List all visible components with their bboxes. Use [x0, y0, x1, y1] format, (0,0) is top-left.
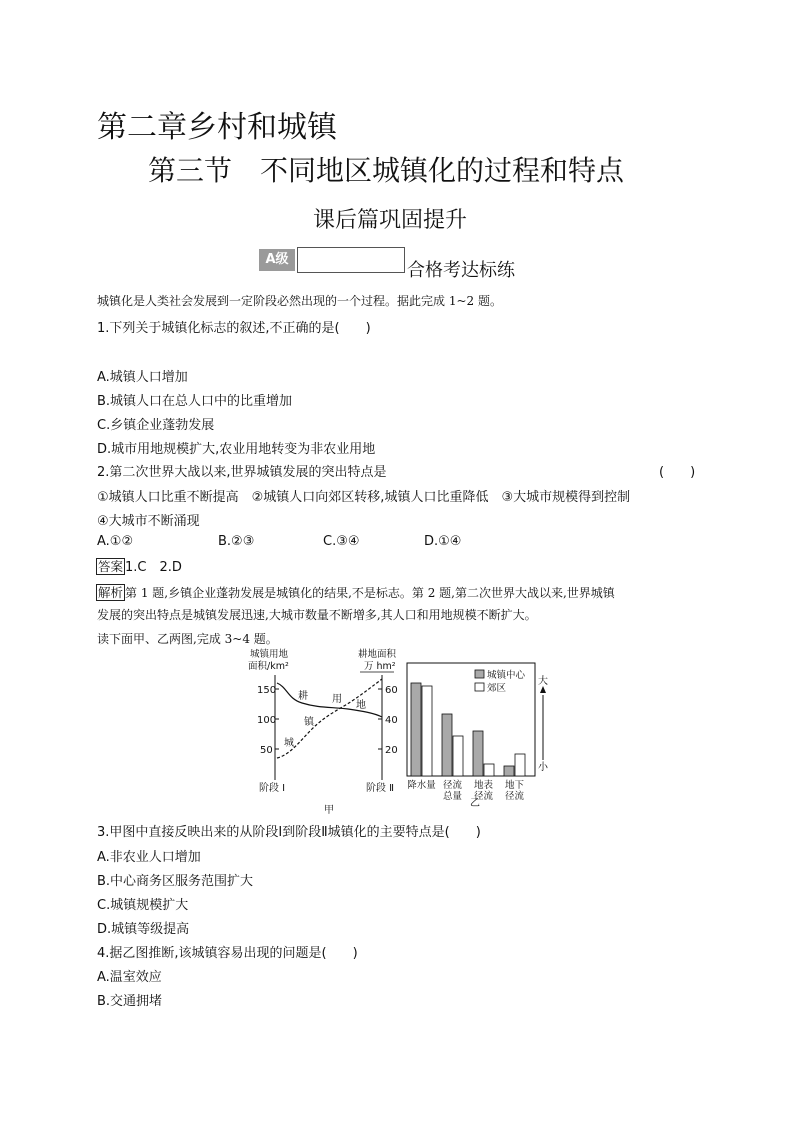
- yi-bar-suburb: [453, 736, 463, 776]
- q2-option-d: D.①④: [424, 534, 462, 549]
- q4-option-b: B.交通拥堵: [97, 994, 163, 1009]
- analysis-text-1: 第 1 题,乡镇企业蓬勃发展是城镇化的结果,不是标志。第 2 题,第二次世界大战以来,世界城镇: [125, 586, 615, 600]
- yi-bar-center: [504, 766, 514, 776]
- q3-option-b: B.中心商务区服务范围扩大: [97, 874, 254, 889]
- jia-right-title-2: 万 hm²: [364, 661, 396, 672]
- q1-option-d: D.城市用地规模扩大,农业用地转变为非农业用地: [97, 442, 376, 457]
- yi-category-label: 总量: [442, 791, 463, 802]
- q4-stem: 4.据乙图推断,该城镇容易出现的问题是( ): [97, 946, 358, 961]
- q1-option-b: B.城镇人口在总人口中的比重增加: [97, 394, 293, 409]
- q2-stem: 2.第二次世界大战以来,世界城镇发展的突出特点是: [97, 465, 387, 480]
- yi-category-label: 径流: [473, 791, 494, 802]
- yi-bar-center: [473, 731, 483, 776]
- q3-stem: 3.甲图中直接反映出来的从阶段Ⅰ到阶段Ⅱ城镇化的主要特点是( ): [97, 825, 481, 840]
- yi-scale-arrowhead: [540, 686, 546, 693]
- yi-caption: 乙: [470, 798, 480, 809]
- yi-category-label: 地下: [504, 780, 525, 791]
- intro-2: 读下面甲、乙两图,完成 3~4 题。: [97, 632, 278, 646]
- jia-farm-label: 地: [356, 700, 366, 711]
- yi-bar-suburb: [422, 686, 432, 776]
- yi-legend-swatch-center: [475, 670, 484, 678]
- figure-yi: [405, 660, 555, 810]
- jia-town-label: 城: [284, 738, 294, 749]
- answer-line: [96, 556, 182, 575]
- q2-paren: ( ): [659, 465, 696, 480]
- jia-caption: 甲: [324, 805, 334, 816]
- level-label: 合格考达标练: [407, 260, 515, 281]
- jia-x-label-2: 阶段 Ⅱ: [366, 783, 395, 794]
- q2-statements-2: ④大城市不断涌现: [97, 514, 200, 529]
- analysis-tag: 解析: [98, 585, 124, 600]
- q2-option-a: A.①②: [97, 534, 134, 549]
- q1-option-c: C.乡镇企业蓬勃发展: [97, 418, 215, 433]
- level-blank-box: [297, 247, 405, 273]
- jia-left-tick-label: 150: [257, 685, 277, 696]
- yi-legend-swatch-suburb: [475, 683, 484, 691]
- yi-bars: [411, 683, 525, 776]
- jia-left-title-1: 城镇用地: [250, 649, 289, 660]
- yi-bar-center: [442, 714, 452, 776]
- yi-category-labels: [407, 779, 524, 802]
- yi-bar-suburb: [484, 764, 494, 776]
- q1-option-a: A.城镇人口增加: [97, 370, 188, 385]
- yi-category-label: 地表: [473, 780, 494, 791]
- q3-option-d: D.城镇等级提高: [97, 922, 190, 937]
- jia-x-label-1: 阶段 Ⅰ: [259, 783, 286, 794]
- jia-right-tick-label: 40: [385, 715, 398, 726]
- q2-statements-1: ①城镇人口比重不断提高 ②城镇人口向郊区转移,城镇人口比重降低 ③大城市规模得到控制: [97, 490, 631, 505]
- yi-scale-top: 大: [538, 676, 548, 687]
- q4-option-a: A.温室效应: [97, 970, 162, 985]
- yi-category-label: 径流: [442, 780, 463, 791]
- figure-jia: [240, 645, 410, 820]
- jia-town-label: 镇: [304, 717, 314, 728]
- q2-option-c: C.③④: [323, 534, 360, 549]
- yi-bar-suburb: [515, 754, 525, 776]
- subtitle: 课后篇巩固提升: [313, 208, 468, 233]
- jia-farmland-curve: [277, 683, 382, 717]
- jia-right-tick-label: 20: [385, 745, 398, 756]
- jia-left-title-2: 面积/km²: [248, 661, 289, 672]
- jia-farm-label: 耕: [298, 691, 308, 702]
- answer-text: 1.C 2.D: [125, 560, 182, 575]
- yi-legend-label-suburb: 郊区: [487, 683, 507, 694]
- jia-right-title-1: 耕地面积: [358, 649, 397, 660]
- analysis-line-1: [96, 582, 615, 601]
- q1-stem: 1.下列关于城镇化标志的叙述,不正确的是( ): [97, 321, 371, 336]
- intro-1: 城镇化是人类社会发展到一定阶段必然出现的一个过程。据此完成 1~2 题。: [97, 294, 502, 308]
- yi-scale-bottom: 小: [538, 762, 548, 773]
- jia-farm-label: 用: [332, 694, 342, 705]
- section-title: 第三节 不同地区城镇化的过程和特点: [148, 154, 625, 187]
- jia-right-tick-label: 60: [385, 685, 398, 696]
- q2-option-b: B.②③: [218, 534, 255, 549]
- jia-left-tick-label: 100: [257, 715, 277, 726]
- q3-option-c: C.城镇规模扩大: [97, 898, 189, 913]
- level-badge: A级: [259, 249, 295, 271]
- yi-category-label: 降水量: [407, 780, 436, 791]
- yi-legend-label-center: 城镇中心: [487, 670, 526, 681]
- answer-tag: 答案: [98, 559, 124, 574]
- jia-left-tick-label: 50: [260, 745, 273, 756]
- q3-option-a: A.非农业人口增加: [97, 850, 201, 865]
- yi-category-label: 径流: [504, 791, 525, 802]
- yi-bar-center: [411, 683, 421, 776]
- analysis-text-2: 发展的突出特点是城镇发展迅速,大城市数量不断增多,其人口和用地规模不断扩大。: [97, 608, 537, 622]
- chapter-title: 第二章乡村和城镇: [97, 110, 337, 145]
